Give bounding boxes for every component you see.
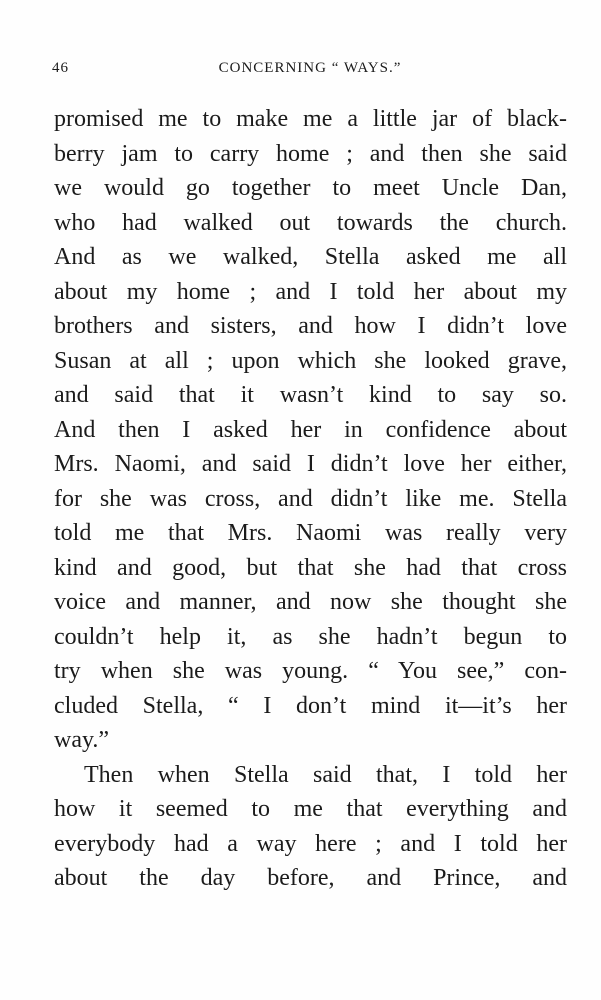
text-line: we would go together to meet Uncle Dan, [54,175,567,201]
text-line: cluded Stella, “ I don’t mind it—it’s her [54,692,567,719]
text-line: Susan at all ; upon which she looked grave, [54,347,567,374]
paragraph-2 [54,758,567,896]
text-line: brothers and sisters, and how I didn’t love [54,313,567,339]
text-line: And as we walked, Stella asked me all [54,244,567,270]
text-line: for she was cross, and didn’t like me. Stella [54,485,567,512]
text-line: kind and good, but that she had that cross [54,554,567,581]
text-line: Then when Stella said that, I told her [84,761,567,788]
text-line: way.” [54,727,110,753]
text-line: couldn’t help it, as she hadn’t begun to [54,623,567,650]
text-line: who had walked out towards the church. [54,209,567,236]
body-text [54,102,567,896]
text-line: told me that Mrs. Naomi was really very [54,520,567,546]
text-line: about my home ; and I told her about my [54,278,567,305]
paragraph-1 [54,102,567,758]
running-head [52,60,568,84]
text-line: voice and manner, and now she thought she [54,589,567,615]
text-line: berry jam to carry home ; and then she said [54,140,567,167]
page-number: 46 [52,60,69,76]
text-line: And then I asked her in confidence about [54,416,567,443]
running-title: CONCERNING “ WAYS.” [218,60,402,76]
text-line: about the day before, and Prince, and [54,865,567,891]
text-line: Mrs. Naomi, and said I didn’t love her either, [54,451,567,477]
text-line: how it seemed to me that everything and [54,796,567,822]
text-line: promised me to make me a little jar of black- [54,106,567,132]
text-line: everybody had a way here ; and I told her [54,830,567,857]
text-line: try when she was young. “ You see,” con- [54,658,567,684]
text-line: and said that it wasn’t kind to say so. [54,382,567,408]
